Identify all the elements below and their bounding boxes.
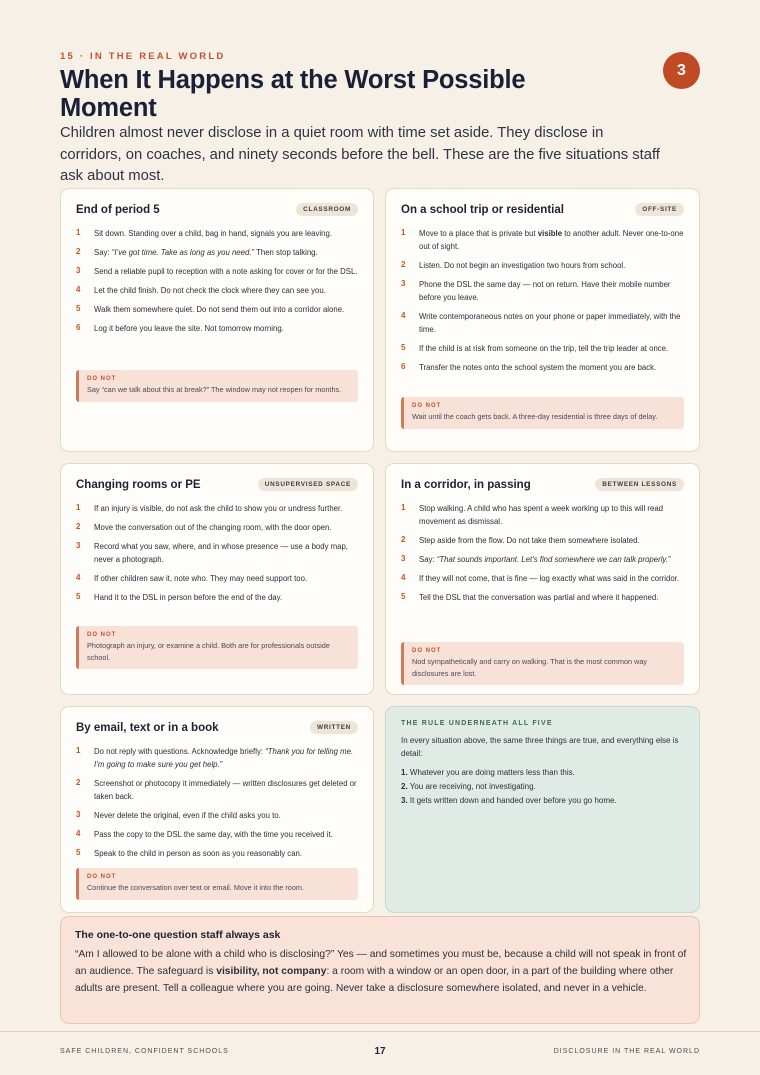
step-text: Sit down. Standing over a child, bag in hand, signals you are leaving. xyxy=(94,229,332,238)
card-title: End of period 5 xyxy=(76,204,160,216)
step-item xyxy=(76,777,359,803)
card-title: Changing rooms or PE xyxy=(76,479,201,491)
step-number: 5 xyxy=(76,304,81,313)
step-list xyxy=(401,227,685,380)
rule-item-number: 3. xyxy=(401,796,408,805)
card-header xyxy=(76,202,358,218)
step-number: 3 xyxy=(76,266,81,275)
do-not-box xyxy=(76,626,358,669)
step-number: 4 xyxy=(401,573,406,582)
step-text: Tell the DSL that the conversation was partial and where it happened. xyxy=(419,593,659,602)
do-not-box xyxy=(76,868,358,900)
situation-card-classroom xyxy=(60,188,374,452)
step-number: 1 xyxy=(76,228,81,237)
card-header xyxy=(76,477,358,493)
rule-item-text: It gets written down and handed over before you go home. xyxy=(409,796,617,805)
step-text: Never delete the original, even if the child asks you to. xyxy=(94,811,281,820)
step-text: Step aside from the flow. Do not take them somewhere isolated. xyxy=(419,536,640,545)
step-text: If they will not come, that is fine — log exactly what was said in the corridor. xyxy=(419,574,680,583)
step-number: 1 xyxy=(401,503,406,512)
step-text: Do not reply with questions. Acknowledge briefly: “Thank you for telling me. I’m going to make sure you get help.” xyxy=(94,747,354,769)
do-not-text: Wait until the coach gets back. A three-day residential is three days of delay. xyxy=(412,412,658,421)
step-item xyxy=(76,502,359,515)
step-item xyxy=(76,745,359,771)
footer-divider xyxy=(0,1031,760,1032)
rule-item xyxy=(401,780,686,794)
step-item xyxy=(401,259,685,272)
step-text: Record what you saw, where, and in whose presence — use a body map, never a photograph. xyxy=(94,542,348,564)
do-not-label: DO NOT xyxy=(87,874,117,880)
step-text: Log it before you leave the site. Not tomorrow morning. xyxy=(94,324,284,333)
step-number: 1 xyxy=(401,228,406,237)
rule-item-number: 1. xyxy=(401,768,408,777)
step-text: Say: “That sounds important. Let’s find somewhere we can talk properly.” xyxy=(419,555,671,564)
step-text: Say: “I’ve got time. Take as long as you need.” Then stop talking. xyxy=(94,248,318,257)
step-number: 3 xyxy=(401,554,406,563)
step-text: Send a reliable pupil to reception with a note asking for cover or for the DSL. xyxy=(94,267,358,276)
step-item xyxy=(76,265,359,278)
step-number: 5 xyxy=(401,592,406,601)
do-not-box xyxy=(401,642,684,685)
step-text: Move the conversation out of the changing room, with the door open. xyxy=(94,523,332,532)
one-to-one-callout xyxy=(60,916,700,1024)
step-item xyxy=(76,322,359,335)
footer-section-title: DISCLOSURE IN THE REAL WORLD xyxy=(553,1048,700,1055)
step-number: 4 xyxy=(76,573,81,582)
step-text: Speak to the child in person as soon as you reasonably can. xyxy=(94,849,303,858)
step-number: 3 xyxy=(76,810,81,819)
situation-card-between-lessons xyxy=(385,463,700,695)
step-number: 1 xyxy=(76,503,81,512)
situation-card-off-site xyxy=(385,188,700,452)
step-text: Screenshot or photocopy it immediately — written disclosures get deleted or taken back. xyxy=(94,779,357,801)
card-title: By email, text or in a book xyxy=(76,722,219,734)
step-number: 3 xyxy=(401,279,406,288)
step-item xyxy=(401,553,685,566)
card-tag: CLASSROOM xyxy=(296,203,358,216)
step-number: 4 xyxy=(76,285,81,294)
rule-summary-card xyxy=(385,706,700,913)
step-item xyxy=(76,828,359,841)
step-item xyxy=(76,521,359,534)
step-text: If the child is at risk from someone on the trip, tell the trip leader at once. xyxy=(419,344,669,353)
rule-item xyxy=(401,766,686,780)
step-item xyxy=(76,246,359,259)
card-header xyxy=(76,720,358,736)
step-list xyxy=(401,502,685,610)
do-not-box xyxy=(401,397,684,429)
step-number: 6 xyxy=(76,323,81,332)
page-number: 17 xyxy=(374,1046,386,1057)
step-item xyxy=(76,591,359,604)
step-item xyxy=(76,284,359,297)
section-kicker: 15 · IN THE REAL WORLD xyxy=(60,51,226,62)
callout-body: “Am I allowed to be alone with a child who is disclosing?” Yes — and sometimes you must be, because a child will not speak in front of an audience. The safeguard is visibility, not company: a room with a window or an open door, in a part of the building where other adults are present. Tell a colleague where you are going. Never take a disclosure somewhere isolated, and never in a vehicle. xyxy=(75,949,687,995)
step-text: If other children saw it, note who. They may need support too. xyxy=(94,574,308,583)
step-list xyxy=(76,745,359,866)
step-item xyxy=(401,502,685,528)
rule-item xyxy=(401,794,686,808)
step-item xyxy=(401,342,685,355)
step-list xyxy=(76,227,359,341)
step-item xyxy=(76,540,359,566)
step-number: 2 xyxy=(76,247,81,256)
card-tag: WRITTEN xyxy=(310,721,358,734)
do-not-text: Photograph an injury, or examine a child. Both are for professionals outside school. xyxy=(87,641,330,662)
card-tag: UNSUPERVISED SPACE xyxy=(258,478,358,491)
step-item xyxy=(401,572,685,585)
lede-paragraph: Children almost never disclose in a quiet room with time set aside. They disclose in corridors, on coaches, and ninety seconds before the bell. These are the five situations staff ask about most. xyxy=(60,125,660,184)
do-not-label: DO NOT xyxy=(87,632,117,638)
step-text: Move to a place that is private but visible to another adult. Never one-to-one out of sight. xyxy=(419,229,684,251)
card-title: On a school trip or residential xyxy=(401,204,564,216)
step-text: Transfer the notes onto the school system the moment you are back. xyxy=(419,363,657,372)
step-text: Pass the copy to the DSL the same day, with the time you received it. xyxy=(94,830,333,839)
step-text: If an injury is visible, do not ask the child to show you or undress further. xyxy=(94,504,343,513)
step-number: 5 xyxy=(76,848,81,857)
step-text: Write contemporaneous notes on your phone or paper immediately, with the time. xyxy=(419,312,681,334)
page-title: When It Happens at the Worst Possible Moment xyxy=(60,66,526,122)
situation-card-unsupervised-space xyxy=(60,463,374,695)
step-number: 4 xyxy=(401,311,406,320)
step-number: 2 xyxy=(401,260,406,269)
step-number: 5 xyxy=(401,343,406,352)
step-number: 3 xyxy=(76,541,81,550)
step-text: Listen. Do not begin an investigation two hours from school. xyxy=(419,261,626,270)
step-number: 2 xyxy=(76,778,81,787)
do-not-label: DO NOT xyxy=(412,648,442,654)
rule-item-text: Whatever you are doing matters less than this. xyxy=(409,768,575,777)
card-header xyxy=(401,202,684,218)
step-number: 5 xyxy=(76,592,81,601)
step-number: 4 xyxy=(76,829,81,838)
step-item xyxy=(401,591,685,604)
step-text: Stop walking. A child who has spent a week working up to this will read movement as dismissal. xyxy=(419,504,664,526)
step-text: Phone the DSL the same day — not on return. Have their mobile number before you leave. xyxy=(419,280,671,302)
card-tag: BETWEEN LESSONS xyxy=(595,478,684,491)
step-item xyxy=(76,572,359,585)
rule-list xyxy=(401,766,686,808)
do-not-text: Say “can we talk about this at break?” The window may not reopen for months. xyxy=(87,385,342,394)
step-number: 2 xyxy=(401,535,406,544)
step-item xyxy=(401,534,685,547)
callout-title: The one-to-one question staff always ask xyxy=(75,929,281,941)
rule-item-number: 2. xyxy=(401,782,408,791)
step-text: Let the child finish. Do not check the clock where they can see you. xyxy=(94,286,326,295)
step-item xyxy=(401,361,685,374)
step-number: 6 xyxy=(401,362,406,371)
step-text: Hand it to the DSL in person before the end of the day. xyxy=(94,593,283,602)
rule-intro: In every situation above, the same three things are true, and everything else is detail: xyxy=(401,736,679,758)
do-not-text: Continue the conversation over text or email. Move it into the room. xyxy=(87,883,304,892)
rule-item-text: You are receiving, not investigating. xyxy=(409,782,536,791)
step-item xyxy=(76,809,359,822)
step-item xyxy=(401,227,685,253)
step-number: 2 xyxy=(76,522,81,531)
step-item xyxy=(76,847,359,860)
step-item xyxy=(76,303,359,316)
step-item xyxy=(76,227,359,240)
do-not-text: Nod sympathetically and carry on walking. That is the most common way disclosures are lost. xyxy=(412,657,648,678)
situation-card-written xyxy=(60,706,374,913)
chapter-badge: 3 xyxy=(663,52,700,89)
step-item xyxy=(401,310,685,336)
footer-publication-title: SAFE CHILDREN, CONFIDENT SCHOOLS xyxy=(60,1048,229,1055)
step-text: Walk them somewhere quiet. Do not send them out into a corridor alone. xyxy=(94,305,345,314)
do-not-box xyxy=(76,370,358,402)
step-item xyxy=(401,278,685,304)
rule-title: THE RULE UNDERNEATH ALL FIVE xyxy=(401,720,553,727)
do-not-label: DO NOT xyxy=(87,376,117,382)
card-tag: OFF-SITE xyxy=(635,203,684,216)
do-not-label: DO NOT xyxy=(412,403,442,409)
card-header xyxy=(401,477,684,493)
step-number: 1 xyxy=(76,746,81,755)
step-list xyxy=(76,502,359,610)
card-title: In a corridor, in passing xyxy=(401,479,531,491)
